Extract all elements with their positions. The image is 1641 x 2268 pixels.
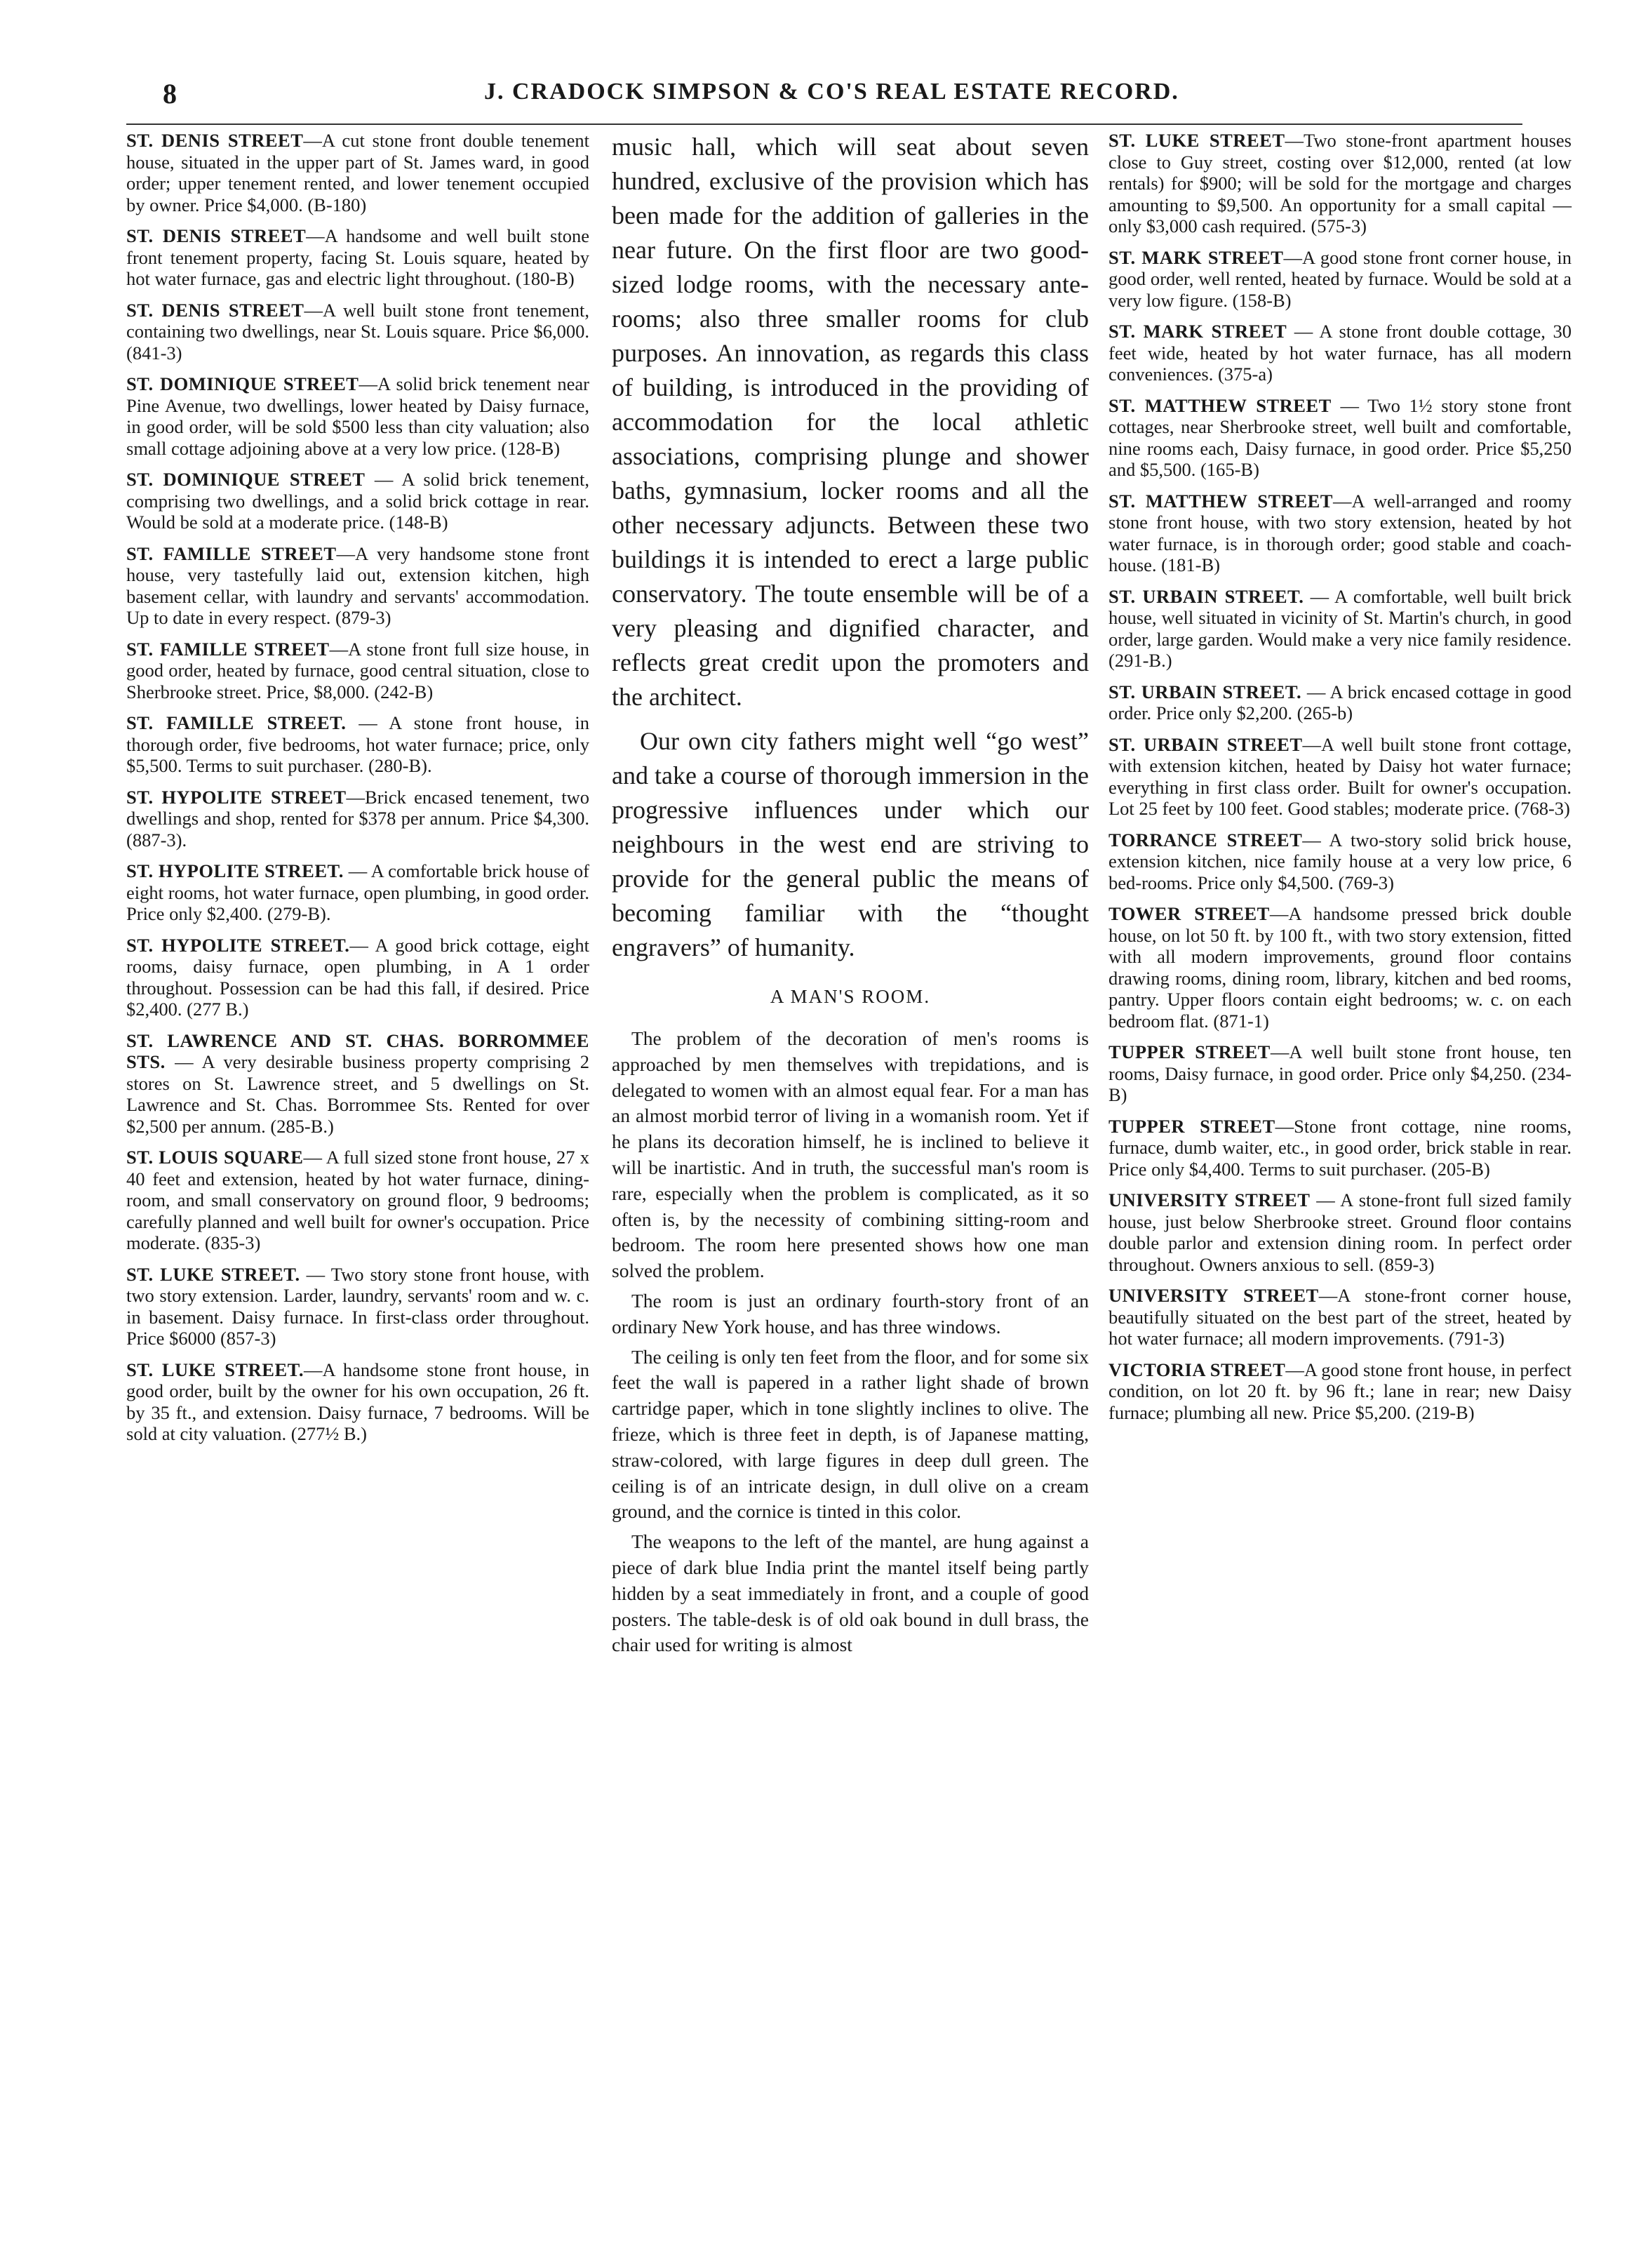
listing-street: ST. MARK STREET xyxy=(1108,321,1287,342)
listing-description: — A very desirable business property comprising 2 stores on St. Lawrence street, and 5 dwellings on St. Lawrence and St. Chas. Borrommee Sts. Rented for over $2,500 per annum. (285-B.) xyxy=(126,1051,589,1137)
property-listing xyxy=(126,543,589,629)
listing-description: — A comfortable, well built brick house, well situated in vicinity of St. Martin's church, in good order, large garden. Would make a very nice family residence. (291-B.) xyxy=(1108,585,1572,671)
listing-street: ST. MATTHEW STREET xyxy=(1108,394,1332,416)
listing-description: — A solid brick tenement, comprising two dwellings, and a solid brick cottage in rear. Would be sold at a moderate price. (148-B) xyxy=(126,469,590,533)
listing-street: ST. LUKE STREET. xyxy=(126,1359,304,1380)
listing-description: —A handsome stone front house, in good order, built by the owner for his own occupation, 26 ft. by 35 ft., and extension. Daisy furnace, 7 bedrooms. Will be sold at city valuation. (277½ B.) xyxy=(126,1359,589,1444)
property-listing xyxy=(1108,1285,1572,1349)
listing-street: ST. LAWRENCE AND ST. CHAS. BORROMMEE STS. xyxy=(126,1029,589,1072)
property-listing xyxy=(126,639,589,703)
property-listing xyxy=(126,225,589,290)
listing-description: —A solid brick tenement near Pine Avenue, two dwellings, lower heated by Daisy furnace, in good order, will be sold $500 less than city valuation; also small cottage adjoining above at a very low price. (128-B) xyxy=(126,373,589,459)
listing-description: —A well built stone front cottage, with extension kitchen, heated by Daisy hot water furnace; everything in first class order. Built for owner's occupation. Lot 25 feet by 100 feet. Good stables; moderate price. (768-3) xyxy=(1108,733,1572,819)
listing-street: ST. URBAIN STREET xyxy=(1108,733,1303,755)
listing-street: TUPPER STREET xyxy=(1108,1115,1275,1137)
listing-description: —A very handsome stone front house, very tastefully laid out, extension kitchen, high basement cellar, with laundry and servants' accommodation. Up to date in every respect. (879-3) xyxy=(126,542,589,628)
article-paragraph: The weapons to the left of the mantel, are hung against a piece of dark blue India print the mantel itself being partly hidden by a seat immediately in front, and a couple of good posters. The table-desk is of old oak bound in dull brass, the chair used for writing is almost xyxy=(612,1530,1089,1656)
right-listings-column xyxy=(1108,130,1572,1433)
listing-description: — A comfortable brick house of eight rooms, hot water furnace, open plumbing, in good order. Price only $2,400. (279-B). xyxy=(126,860,589,924)
listing-description: —Stone front cottage, nine rooms, furnace, dumb waiter, etc., in good order, brick stable in rear. Price only $4,400. Terms to suit purchaser. (205-B) xyxy=(1108,1115,1572,1180)
property-listing xyxy=(1108,586,1572,672)
property-listing xyxy=(1108,130,1572,237)
property-listing xyxy=(1108,247,1572,312)
property-listing xyxy=(126,130,589,215)
property-listing xyxy=(126,860,589,925)
middle-column xyxy=(612,130,1089,1662)
listing-street: ST. FAMILLE STREET. xyxy=(126,712,347,733)
property-listing xyxy=(126,1030,589,1138)
listing-description: — A two-story solid brick house, extension kitchen, nice family house at a very low price, 6 bed-rooms. Price only $4,500. (769-3) xyxy=(1108,829,1572,893)
property-listing xyxy=(1108,1041,1572,1106)
listing-street: TORRANCE STREET xyxy=(1108,829,1303,850)
listing-description: — A stone front house, in thorough order, five bedrooms, hot water furnace; price, only $5,500. Terms to suit purchaser. (280-B). xyxy=(126,712,589,776)
property-listing xyxy=(1108,681,1572,724)
listing-description: —A stone-front corner house, beautifully situated on the best part of the street, heated by hot water furnace; all modern improvements. (791-3) xyxy=(1108,1285,1572,1349)
property-listing xyxy=(1108,395,1572,481)
property-listing xyxy=(126,469,589,533)
listing-description: —A well built stone front tenement, containing two dwellings, near St. Louis square. Price $6,000. (841-3) xyxy=(126,299,589,363)
property-listing xyxy=(126,1147,589,1254)
property-listing xyxy=(126,300,589,364)
listing-street: VICTORIA STREET xyxy=(1108,1359,1286,1380)
listing-street: ST. MARK STREET xyxy=(1108,246,1284,268)
article-body xyxy=(612,1026,1089,1658)
listing-street: TUPPER STREET xyxy=(1108,1041,1271,1062)
listing-street: ST. DENIS STREET xyxy=(126,225,307,246)
listing-street: ST. FAMILLE STREET xyxy=(126,638,330,660)
listing-description: — Two 1½ story stone front cottages, near Sherbrooke street, well built and comfortable, nine rooms each, Daisy furnace, in good order. Price $5,250 and $5,500. (165-B) xyxy=(1108,394,1572,480)
listing-description: —A cut stone front double tenement house, situated in the upper part of St. James ward, in good order; upper tenement rented, and lower tenement occupied by owner. Price $4,000. (B-180) xyxy=(126,130,589,215)
listing-street: ST. URBAIN STREET. xyxy=(1108,681,1302,702)
article-title: A MAN'S ROOM. xyxy=(770,986,931,1007)
property-listing xyxy=(126,935,589,1020)
listing-street: TOWER STREET xyxy=(1108,903,1270,924)
listing-street: ST. MATTHEW STREET xyxy=(1108,490,1333,512)
listing-description: —A good stone front corner house, in good order, well rented, heated by furnace. Would be sold at a very low figure. (158-B) xyxy=(1108,246,1572,311)
property-listing xyxy=(126,1264,589,1349)
listing-street: ST. LUKE STREET xyxy=(1108,130,1285,151)
page-number: 8 xyxy=(163,78,177,109)
listing-description: —A stone front full size house, in good order, heated by furnace, good central situation, close to Sherbrooke street. Price, $8,000. (242-B) xyxy=(126,638,590,702)
listing-street: ST. HYPOLITE STREET. xyxy=(126,860,344,881)
property-listing xyxy=(1108,903,1572,1032)
article-paragraph: The room is just an ordinary fourth-story front of an ordinary New York house, and has three windows. xyxy=(612,1289,1089,1338)
property-listing xyxy=(126,712,589,777)
listing-street: ST. DENIS STREET xyxy=(126,130,304,151)
property-listing xyxy=(126,787,589,851)
listing-street: ST. HYPOLITE STREET xyxy=(126,786,347,808)
listing-street: ST. LUKE STREET. xyxy=(126,1263,300,1285)
city-fathers-paragraph: Our own city fathers might well “go west” and take a course of thorough immersion in the progressive influences under which our neighbours in the west end are striving to provide for the general public the means of becoming familiar with the “thought engravers” of humanity. xyxy=(612,727,1089,961)
listing-description: —Brick encased tenement, two dwellings and shop, rented for $378 per annum. Price $4,300. (887-3). xyxy=(126,786,589,850)
listing-street: ST. HYPOLITE STREET. xyxy=(126,934,350,956)
property-listing xyxy=(1108,1116,1572,1180)
property-listing xyxy=(1108,1359,1572,1424)
property-listing xyxy=(1108,829,1572,894)
intro-paragraph: music hall, which will seat about seven hundred, exclusive of the provision which has been made for the addition of galleries in the near future. On the first floor are two good-sized lodge rooms, with the necessary ante-rooms; also three smaller rooms for club purposes. An innovation, as regards this class of building, is introduced in the providing of accommodation for the local athletic associations, comprising plunge and shower baths, gymnasium, locker rooms and all the other necessary adjuncts. Between these two buildings it is intended to erect a large public conservatory. The toute ensemble will be of a very pleasing and dignified character, and reflects great credit upon the promoters and the architect. xyxy=(612,133,1089,711)
property-listing xyxy=(1108,1189,1572,1275)
property-listing xyxy=(126,373,589,459)
listing-description: —A well-arranged and roomy stone front house, with two story extension, heated by hot water furnace, is in thorough order; good stable and coach-house. (181-B) xyxy=(1108,490,1572,575)
listing-street: ST. URBAIN STREET. xyxy=(1108,585,1304,607)
property-listing xyxy=(1108,491,1572,576)
listing-street: ST. DOMINIQUE STREET xyxy=(126,469,366,490)
property-listing xyxy=(1108,734,1572,820)
listing-street: ST. FAMILLE STREET xyxy=(126,542,337,564)
listing-description: — A good brick cottage, eight rooms, daisy furnace, open plumbing, in A 1 order throughout. Possession can be had this fall, if desired. Price $2,400. (277 B.) xyxy=(126,934,589,1020)
listing-description: —A handsome and well built stone front tenement property, facing St. Louis square, heated by hot water furnace, gas and electric light throughout. (180-B) xyxy=(126,225,589,289)
listing-description: — A full sized stone front house, 27 x 40 feet and extension, heated by hot water furnace, dining-room, and small conservatory on ground floor, 9 bedrooms; carefully planned and well built for owner's occupation. Price moderate. (835-3) xyxy=(126,1147,589,1253)
listing-street: ST. LOUIS SQUARE xyxy=(126,1147,304,1168)
listing-street: UNIVERSITY STREET xyxy=(1108,1285,1319,1306)
listing-description: —A handsome pressed brick double house, on lot 50 ft. by 100 ft., with two story extension, fitted with all modern improvements, ground floor contains drawing rooms, dining room, library, kitchen and bed rooms, pantry. Upper floors contain eight bedrooms; w. c. on each bedroom flat. (871-1) xyxy=(1108,903,1572,1032)
article-paragraph: The ceiling is only ten feet from the floor, and for some six feet the wall is papered in a rather light shade of brown cartridge paper, which in tone slightly inclines to olive. The frieze, which is three feet in depth, is of Japanese matting, straw-colored, with large figures in deep dull green. The ceiling is of an intricate design, in dull olive on a cream ground, and the cornice is tinted in this color. xyxy=(612,1345,1089,1523)
listing-description: — Two story stone front house, with two story extension. Larder, laundry, servants' room and w. c. in basement. Daisy furnace. In first-class order throughout. Price $6000 (857-3) xyxy=(126,1263,589,1349)
listing-description: — A brick encased cottage in good order. Price only $2,200. (265-b) xyxy=(1108,681,1572,723)
listing-street: UNIVERSITY STREET xyxy=(1108,1189,1311,1210)
listing-description: —Two stone-front apartment houses close to Guy street, costing over $12,000, rented (at low rentals) for $900; will be sold for the mortgage and charges amounting to $9,500. An opportunity for a small capital — only $3,000 cash required. (575-3) xyxy=(1108,130,1572,236)
listing-description: — A stone-front full sized family house, just below Sherbrooke street. Ground floor contains double parlor and extension dining room. In perfect order throughout. Owners anxious to sell. (859-3) xyxy=(1108,1189,1572,1275)
listing-description: —A good stone front house, in perfect condition, on lot 20 ft. by 96 ft.; lane in rear; new Daisy furnace; plumbing all new. Price $5,200. (219-B) xyxy=(1108,1359,1572,1423)
header-rule xyxy=(126,124,1522,125)
property-listing xyxy=(1108,321,1572,385)
left-listings-column xyxy=(126,130,589,1455)
listing-street: ST. DENIS STREET xyxy=(126,299,304,321)
running-title: J. CRADOCK SIMPSON & CO'S REAL ESTATE RECORD. xyxy=(484,79,1179,105)
listing-street: ST. DOMINIQUE STREET xyxy=(126,373,359,394)
property-listing xyxy=(126,1359,589,1445)
listing-description: — A stone front double cottage, 30 feet wide, heated by hot water furnace, has all modern conveniences. (375-a) xyxy=(1108,321,1572,385)
listing-description: —A well built stone front house, ten rooms, Daisy furnace, in good order. Price only $4,250. (234-B) xyxy=(1108,1041,1572,1105)
article-paragraph: The problem of the decoration of men's rooms is approached by men themselves with trepidations, and is delegated to women with an almost equal fear. For a man has an almost morbid terror of living in a womanish room. Yet if he plans its decoration himself, he is inclined to believe it will be inartistic. And in truth, the successful man's room is rare, especially when the problem is complicated, as it so often is, by the necessity of combining sitting-room and bedroom. The room here presented shows how one man solved the problem. xyxy=(612,1027,1089,1282)
